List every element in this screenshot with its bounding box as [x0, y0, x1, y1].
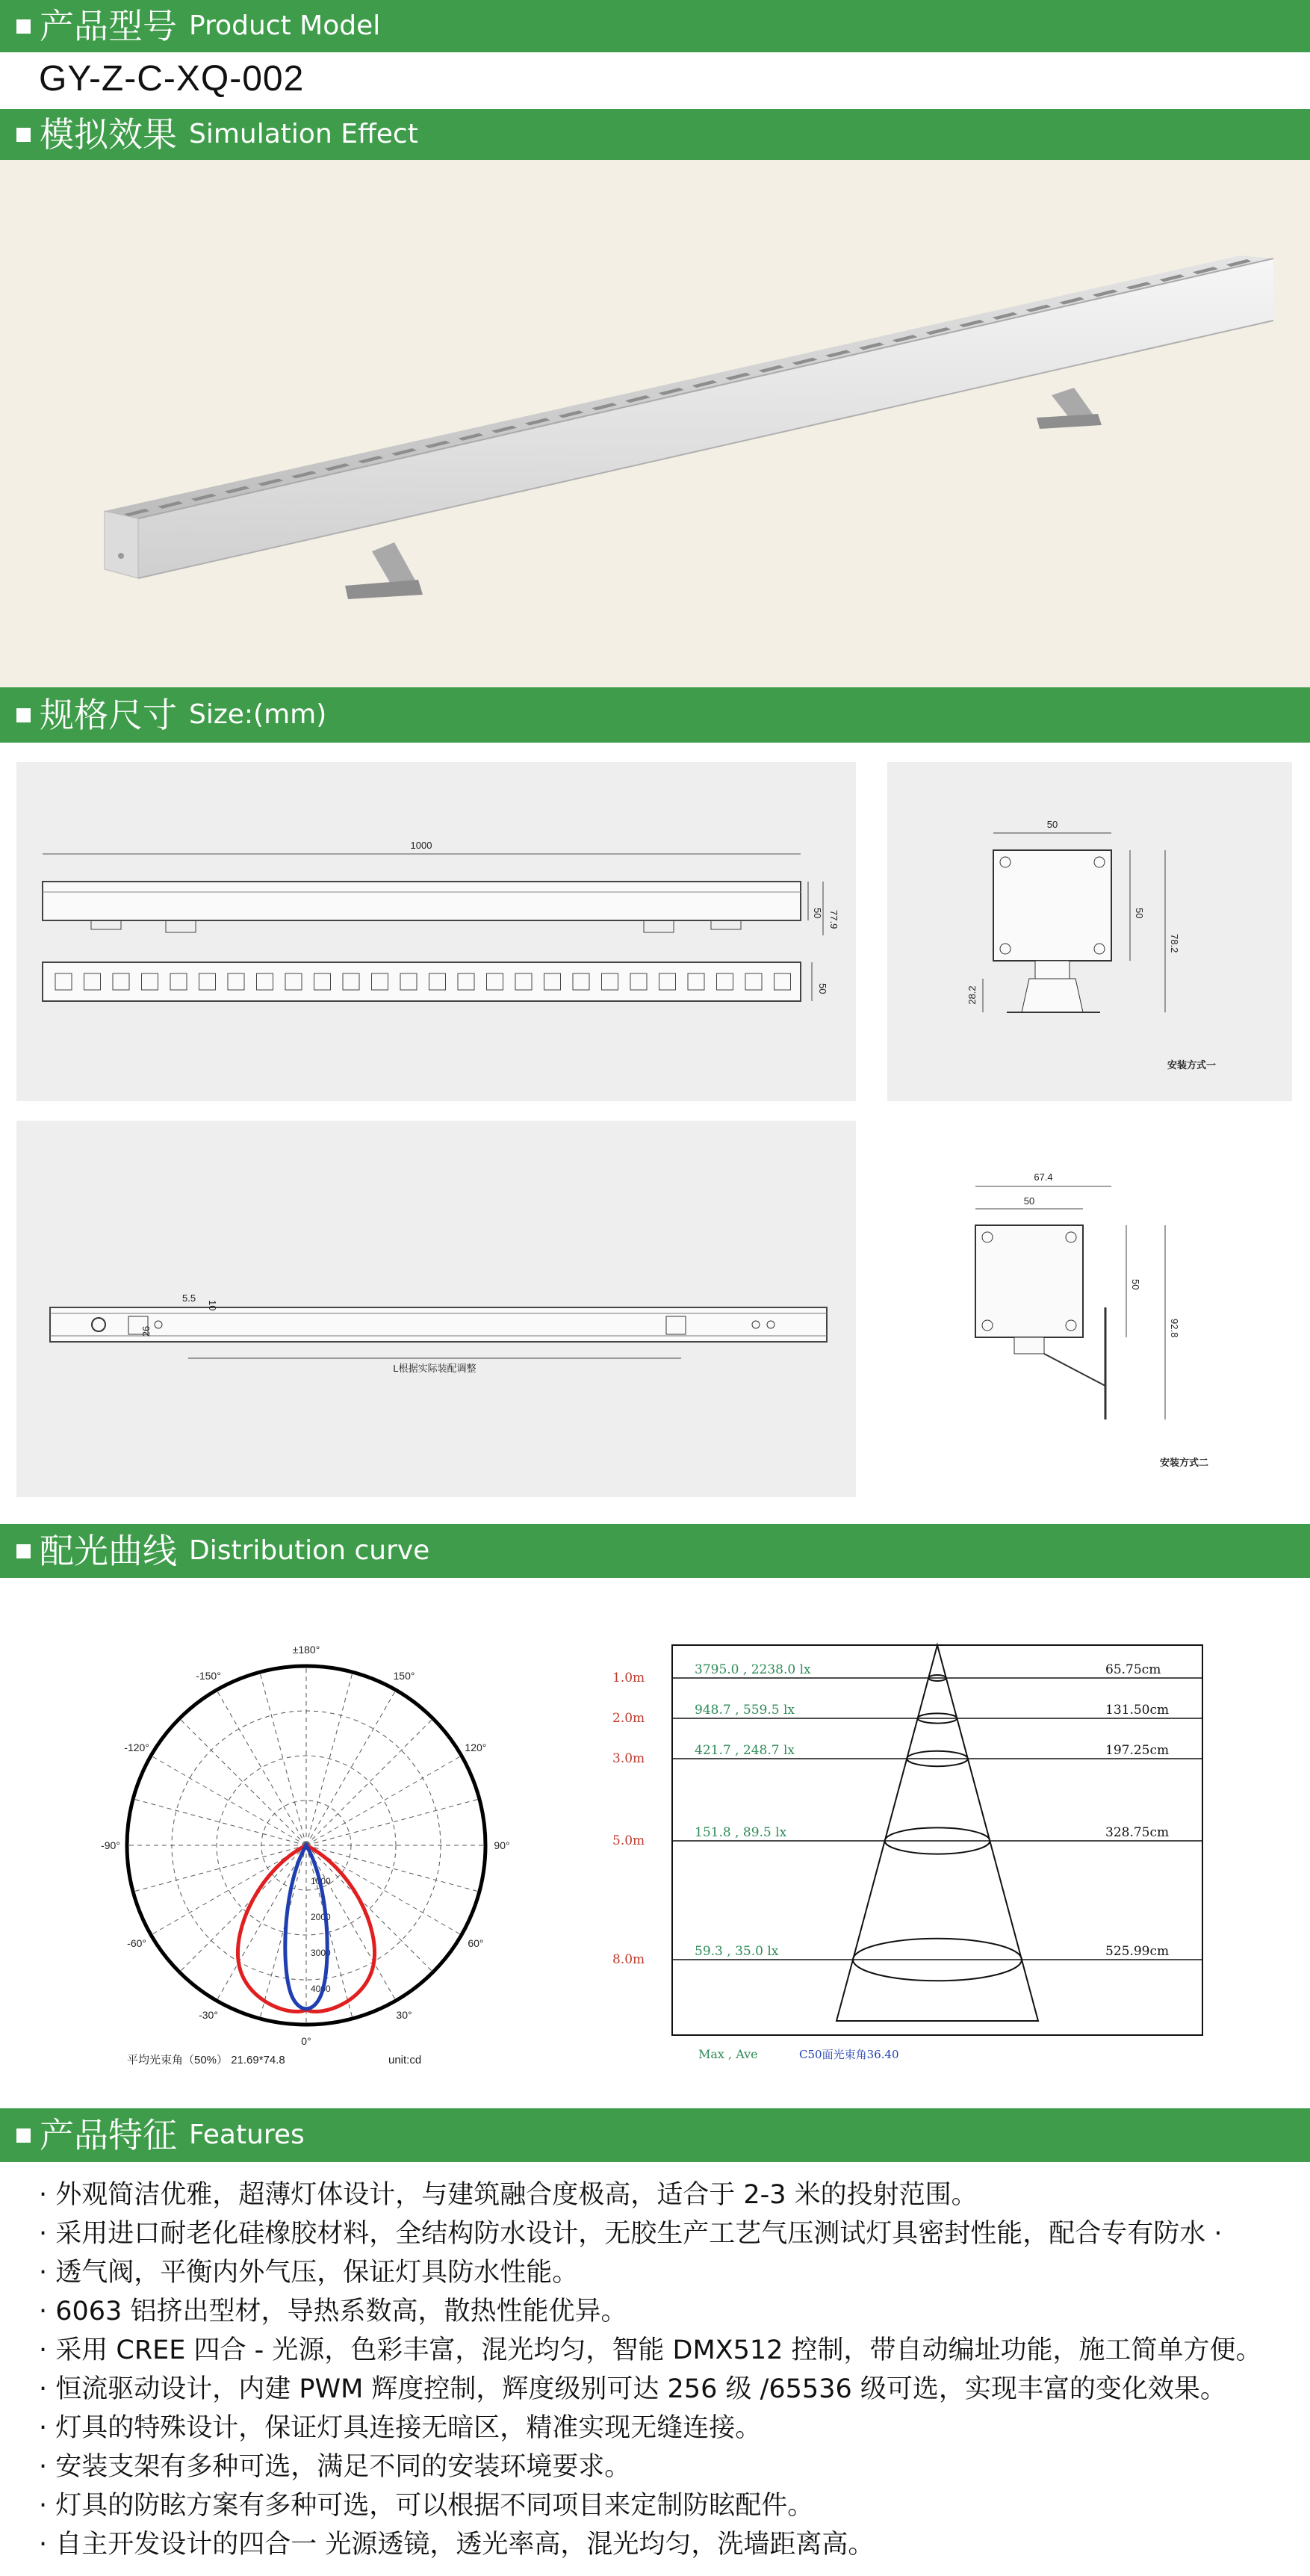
polar-ring-label: 4000	[311, 1984, 331, 1994]
model-number: GY-Z-C-XQ-002	[39, 59, 305, 99]
illuminance-cone-chart	[612, 1636, 1285, 2069]
polar-angle-label: 30°	[396, 2008, 412, 2021]
section-header-product-model	[0, 0, 1310, 52]
feature-item: · 外观简洁优雅，超薄灯体设计，与建筑融合度极高，适合于 2-3 米的投射范围。	[39, 2180, 978, 2210]
polar-ring-label: 2000	[311, 1912, 331, 1922]
section-title-cn: 规格尺寸	[40, 695, 177, 735]
dim-side-a: 50	[812, 908, 823, 919]
feature-item: · 透气阀，平衡内外气压，保证灯具防水性能。	[39, 2258, 579, 2288]
drawing-mount-1	[887, 762, 1292, 1101]
section-title-cn: 产品型号	[40, 6, 177, 46]
cone-distance: 3.0m	[612, 1751, 645, 1766]
cone-values: 151.8 , 89.5 lx	[695, 1825, 787, 1840]
cone-diameter: 197.25cm	[1105, 1743, 1170, 1758]
polar-angle-label: 0°	[301, 2035, 311, 2047]
dim-length: 1000	[410, 840, 432, 851]
feature-item: · 6063 铝挤出型材，导热系数高，散热性能优异。	[39, 2297, 627, 2326]
dim-side-c: 50	[817, 983, 828, 994]
polar-caption: 平均光束角（50%） 21.69*74.8	[127, 2054, 285, 2066]
section-title-en: Distribution curve	[189, 1535, 430, 1566]
polar-angle-label: 90°	[494, 1839, 510, 1851]
m2-caption: 安装方式二	[1160, 1457, 1209, 1468]
dim-m1-h-body: 50	[1134, 908, 1145, 919]
cone-values: 3795.0 , 2238.0 lx	[695, 1662, 811, 1677]
dim-m2-h-body: 50	[1130, 1279, 1141, 1290]
polar-ring-label: 1000	[311, 1876, 331, 1886]
dim-rail-d3: 26	[140, 1325, 152, 1337]
bullet-square-icon	[16, 708, 31, 722]
section-title-en: Product Model	[189, 10, 381, 41]
cone-diameter: 525.99cm	[1105, 1944, 1170, 1959]
polar-angle-label: -90°	[101, 1839, 120, 1851]
section-title-en: Features	[189, 2120, 305, 2150]
section-title-en: Size:(mm)	[189, 699, 327, 730]
dim-m2-width-total: 67.4	[1034, 1171, 1053, 1183]
dim-m1-width: 50	[1046, 819, 1058, 830]
cone-legend-angle: C50面光束角36.40	[799, 2048, 899, 2061]
section-title-cn: 配光曲线	[40, 1531, 177, 1571]
section-header-size	[0, 687, 1310, 743]
cone-values: 421.7 , 248.7 lx	[695, 1743, 795, 1758]
polar-angle-label: 120°	[465, 1741, 487, 1753]
drawing-rail-view	[16, 1121, 856, 1497]
dim-m2-width: 50	[1023, 1195, 1035, 1207]
cone-distance: 1.0m	[612, 1671, 645, 1685]
cone-diameter: 328.75cm	[1105, 1825, 1170, 1840]
m1-caption: 安装方式一	[1167, 1059, 1217, 1071]
feature-item: · 采用进口耐老化硅橡胶材料，全结构防水设计，无胶生产工艺气压测试灯具密封性能，配合专有防水 ·	[39, 2219, 1223, 2249]
cone-distance: 5.0m	[612, 1833, 645, 1848]
wall-washer-render	[0, 160, 1310, 687]
rail-note: L根据实际装配调整	[393, 1363, 476, 1374]
polar-ring-label: 3000	[311, 1948, 331, 1958]
section-title-cn: 模拟效果	[40, 114, 177, 155]
bullet-square-icon	[16, 19, 31, 34]
polar-angle-label: -30°	[199, 2008, 218, 2021]
section-title-cn: 产品特征	[40, 2115, 177, 2155]
section-header-distribution	[0, 1524, 1310, 1578]
cone-distance: 8.0m	[612, 1952, 645, 1967]
polar-angle-label: 60°	[468, 1937, 484, 1949]
feature-item: · 安装支架有多种可选，满足不同的安装环境要求。	[39, 2452, 631, 2482]
polar-distribution-chart	[82, 1644, 560, 2077]
polar-angle-label: -120°	[124, 1741, 149, 1753]
section-header-simulation	[0, 109, 1310, 160]
section-header-features	[0, 2108, 1310, 2162]
cone-legend-max: Max , Ave	[698, 2047, 758, 2061]
polar-angle-label: -150°	[196, 1670, 221, 1682]
bullet-square-icon	[16, 128, 31, 142]
dim-rail-d2: 10	[207, 1300, 218, 1311]
section-title-en: Simulation Effect	[189, 119, 418, 149]
dim-m1-h-total: 78.2	[1169, 934, 1180, 953]
polar-angle-label: ±180°	[292, 1644, 320, 1656]
dim-m1-h-bracket: 28.2	[966, 985, 978, 1005]
feature-item: · 自主开发设计的四合一 光源透镜，透光率高，混光均匀，洗墙距离高。	[39, 2530, 875, 2560]
cone-distance: 2.0m	[612, 1711, 645, 1726]
dim-m2-h-total: 92.8	[1169, 1319, 1180, 1338]
bullet-square-icon	[16, 2128, 31, 2143]
bullet-square-icon	[16, 1544, 31, 1558]
polar-unit: unit:cd	[388, 2054, 422, 2066]
cone-values: 948.7 , 559.5 lx	[695, 1703, 795, 1718]
feature-item: · 采用 CREE 四合 - 光源，色彩丰富，混光均匀，智能 DMX512 控制，带自动编址功能，施工简单方便。	[39, 2335, 1262, 2365]
drawing-side-views	[16, 762, 856, 1101]
dim-rail-d1: 5.5	[182, 1292, 196, 1304]
cone-diameter: 65.75cm	[1105, 1662, 1161, 1677]
simulation-image	[0, 160, 1310, 687]
cone-diameter: 131.50cm	[1105, 1703, 1170, 1718]
dim-side-b: 77.9	[828, 910, 839, 929]
polar-angle-label: 150°	[393, 1670, 415, 1682]
cone-values: 59.3 , 35.0 lx	[695, 1944, 779, 1959]
feature-item: · 灯具的防眩方案有多种可选，可以根据不同项目来定制防眩配件。	[39, 2491, 814, 2521]
polar-angle-label: -60°	[127, 1937, 147, 1949]
drawing-mount-2	[887, 1121, 1292, 1497]
feature-item: · 灯具的特殊设计，保证灯具连接无暗区，精准实现无缝连接。	[39, 2413, 762, 2443]
feature-item: · 恒流驱动设计，内建 PWM 辉度控制，辉度级别可达 256 级 /65536 级可选，实现丰富的变化效果。	[39, 2374, 1226, 2404]
